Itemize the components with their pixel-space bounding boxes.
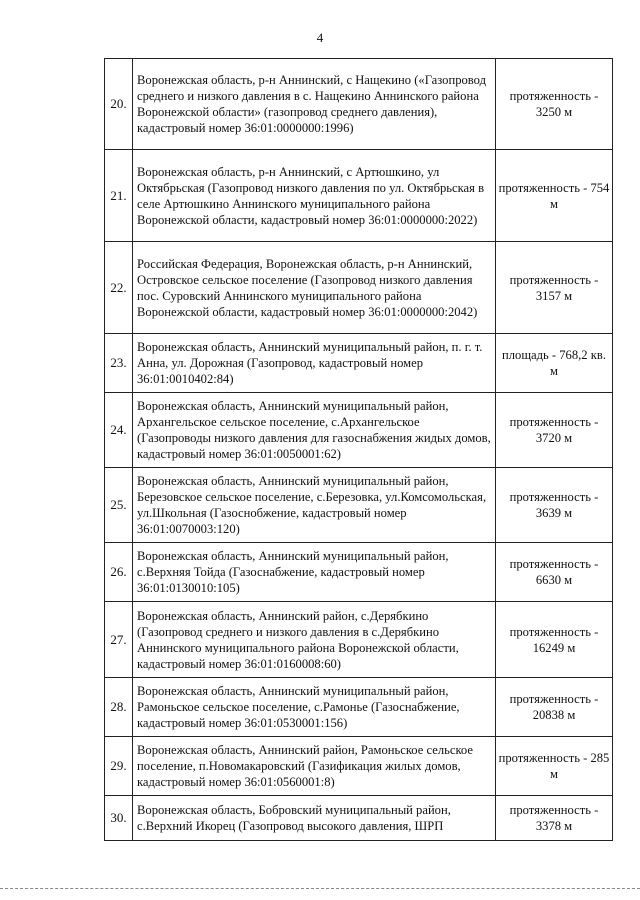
row-number: 28. xyxy=(105,678,133,737)
row-number: 27. xyxy=(105,602,133,678)
row-number: 26. xyxy=(105,543,133,602)
table-row xyxy=(105,796,613,841)
row-measure: протяженность - 16249 м xyxy=(496,602,613,678)
row-description: Воронежская область, Аннинский район, Рамоньское сельское поселение, п.Новомакаровский (Газификация жилых домов, кадастровый номер 36:01:0560001:8) xyxy=(133,737,496,796)
row-measure: площадь - 768,2 кв. м xyxy=(496,334,613,393)
row-measure: протяженность - 6630 м xyxy=(496,543,613,602)
row-number: 22. xyxy=(105,242,133,334)
row-number: 30. xyxy=(105,796,133,841)
row-measure: протяженность - 20838 м xyxy=(496,678,613,737)
row-measure: протяженность - 3250 м xyxy=(496,59,613,150)
row-description: Воронежская область, р-н Аннинский, с Артюшкино, ул Октябрьская (Газопровод низкого давления по ул. Октябрьская в селе Артюшкино Аннинского муниципального района Воронежской области, кадастровый номер 36:01:0000000:2022) xyxy=(133,150,496,242)
table-row xyxy=(105,678,613,737)
property-table xyxy=(104,58,613,841)
row-number: 29. xyxy=(105,737,133,796)
row-description: Воронежская область, Аннинский муниципальный район, Березовское сельское поселение, с.Березовка, ул.Комсомольская, ул.Школьная (Газоснобжение, кадастровый номер 36:01:0070003:120) xyxy=(133,468,496,543)
row-measure: протяженность - 285 м xyxy=(496,737,613,796)
table-row xyxy=(105,602,613,678)
row-number: 25. xyxy=(105,468,133,543)
row-description: Российская Федерация, Воронежская область, р-н Аннинский, Островское сельское поселение (Газопровод низкого давления пос. Суровский Аннинского муниципального района Воронежской области, кадастровый номер 36:01:0000000:2042) xyxy=(133,242,496,334)
page-number: 4 xyxy=(316,30,324,45)
row-description: Воронежская область, Аннинский муниципальный район, п. г. т. Анна, ул. Дорожная (Газопровод, кадастровый номер 36:01:0010402:84) xyxy=(133,334,496,393)
row-description: Воронежская область, Аннинский муниципальный район, Рамоньское сельское поселение, с.Рамонье (Газоснабжение, кадастровый номер 36:01:0530001:156) xyxy=(133,678,496,737)
table-row xyxy=(105,737,613,796)
row-measure: протяженность - 3157 м xyxy=(496,242,613,334)
row-number: 21. xyxy=(105,150,133,242)
row-description: Воронежская область, Аннинский муниципальный район, с.Верхняя Тойда (Газоснабжение, кадастровый номер 36:01:0130010:105) xyxy=(133,543,496,602)
table-row xyxy=(105,334,613,393)
table-row xyxy=(105,242,613,334)
row-description: Воронежская область, Аннинский муниципальный район, Архангельское сельское поселение, с.Архангельское (Газопроводы низкого давления для газоснабжения жидых домов, кадастровый номер 36:01:0050001:62) xyxy=(133,393,496,468)
row-description: Воронежская область, Аннинский район, с.Дерябкино (Газопровод среднего и низкого давления в с.Дерябкино Аннинского муниципального района Воронежской области, кадастровый номер 36:01:0160008:60) xyxy=(133,602,496,678)
row-measure: протяженность - 3639 м xyxy=(496,468,613,543)
row-number: 23. xyxy=(105,334,133,393)
row-number: 24. xyxy=(105,393,133,468)
row-measure: протяженность - 754 м xyxy=(496,150,613,242)
row-number: 20. xyxy=(105,59,133,150)
table-row xyxy=(105,543,613,602)
table-row xyxy=(105,393,613,468)
table-row xyxy=(105,150,613,242)
row-description: Воронежская область, р-н Аннинский, с Нащекино («Газопровод среднего и низкого давления в с. Нащекино Аннинского района Воронежской области» (газопровод среднего давления), кадастровый номер 36:01:0000000:1996) xyxy=(133,59,496,150)
row-measure: протяженность - 3720 м xyxy=(496,393,613,468)
table-row xyxy=(105,468,613,543)
table-row xyxy=(105,59,613,150)
scan-edge-divider xyxy=(0,888,640,889)
row-measure: протяженность - 3378 м xyxy=(496,796,613,841)
row-description: Воронежская область, Бобровский муниципальный район, с.Верхний Икорец (Газопровод высокого давления, ШРП xyxy=(133,796,496,841)
